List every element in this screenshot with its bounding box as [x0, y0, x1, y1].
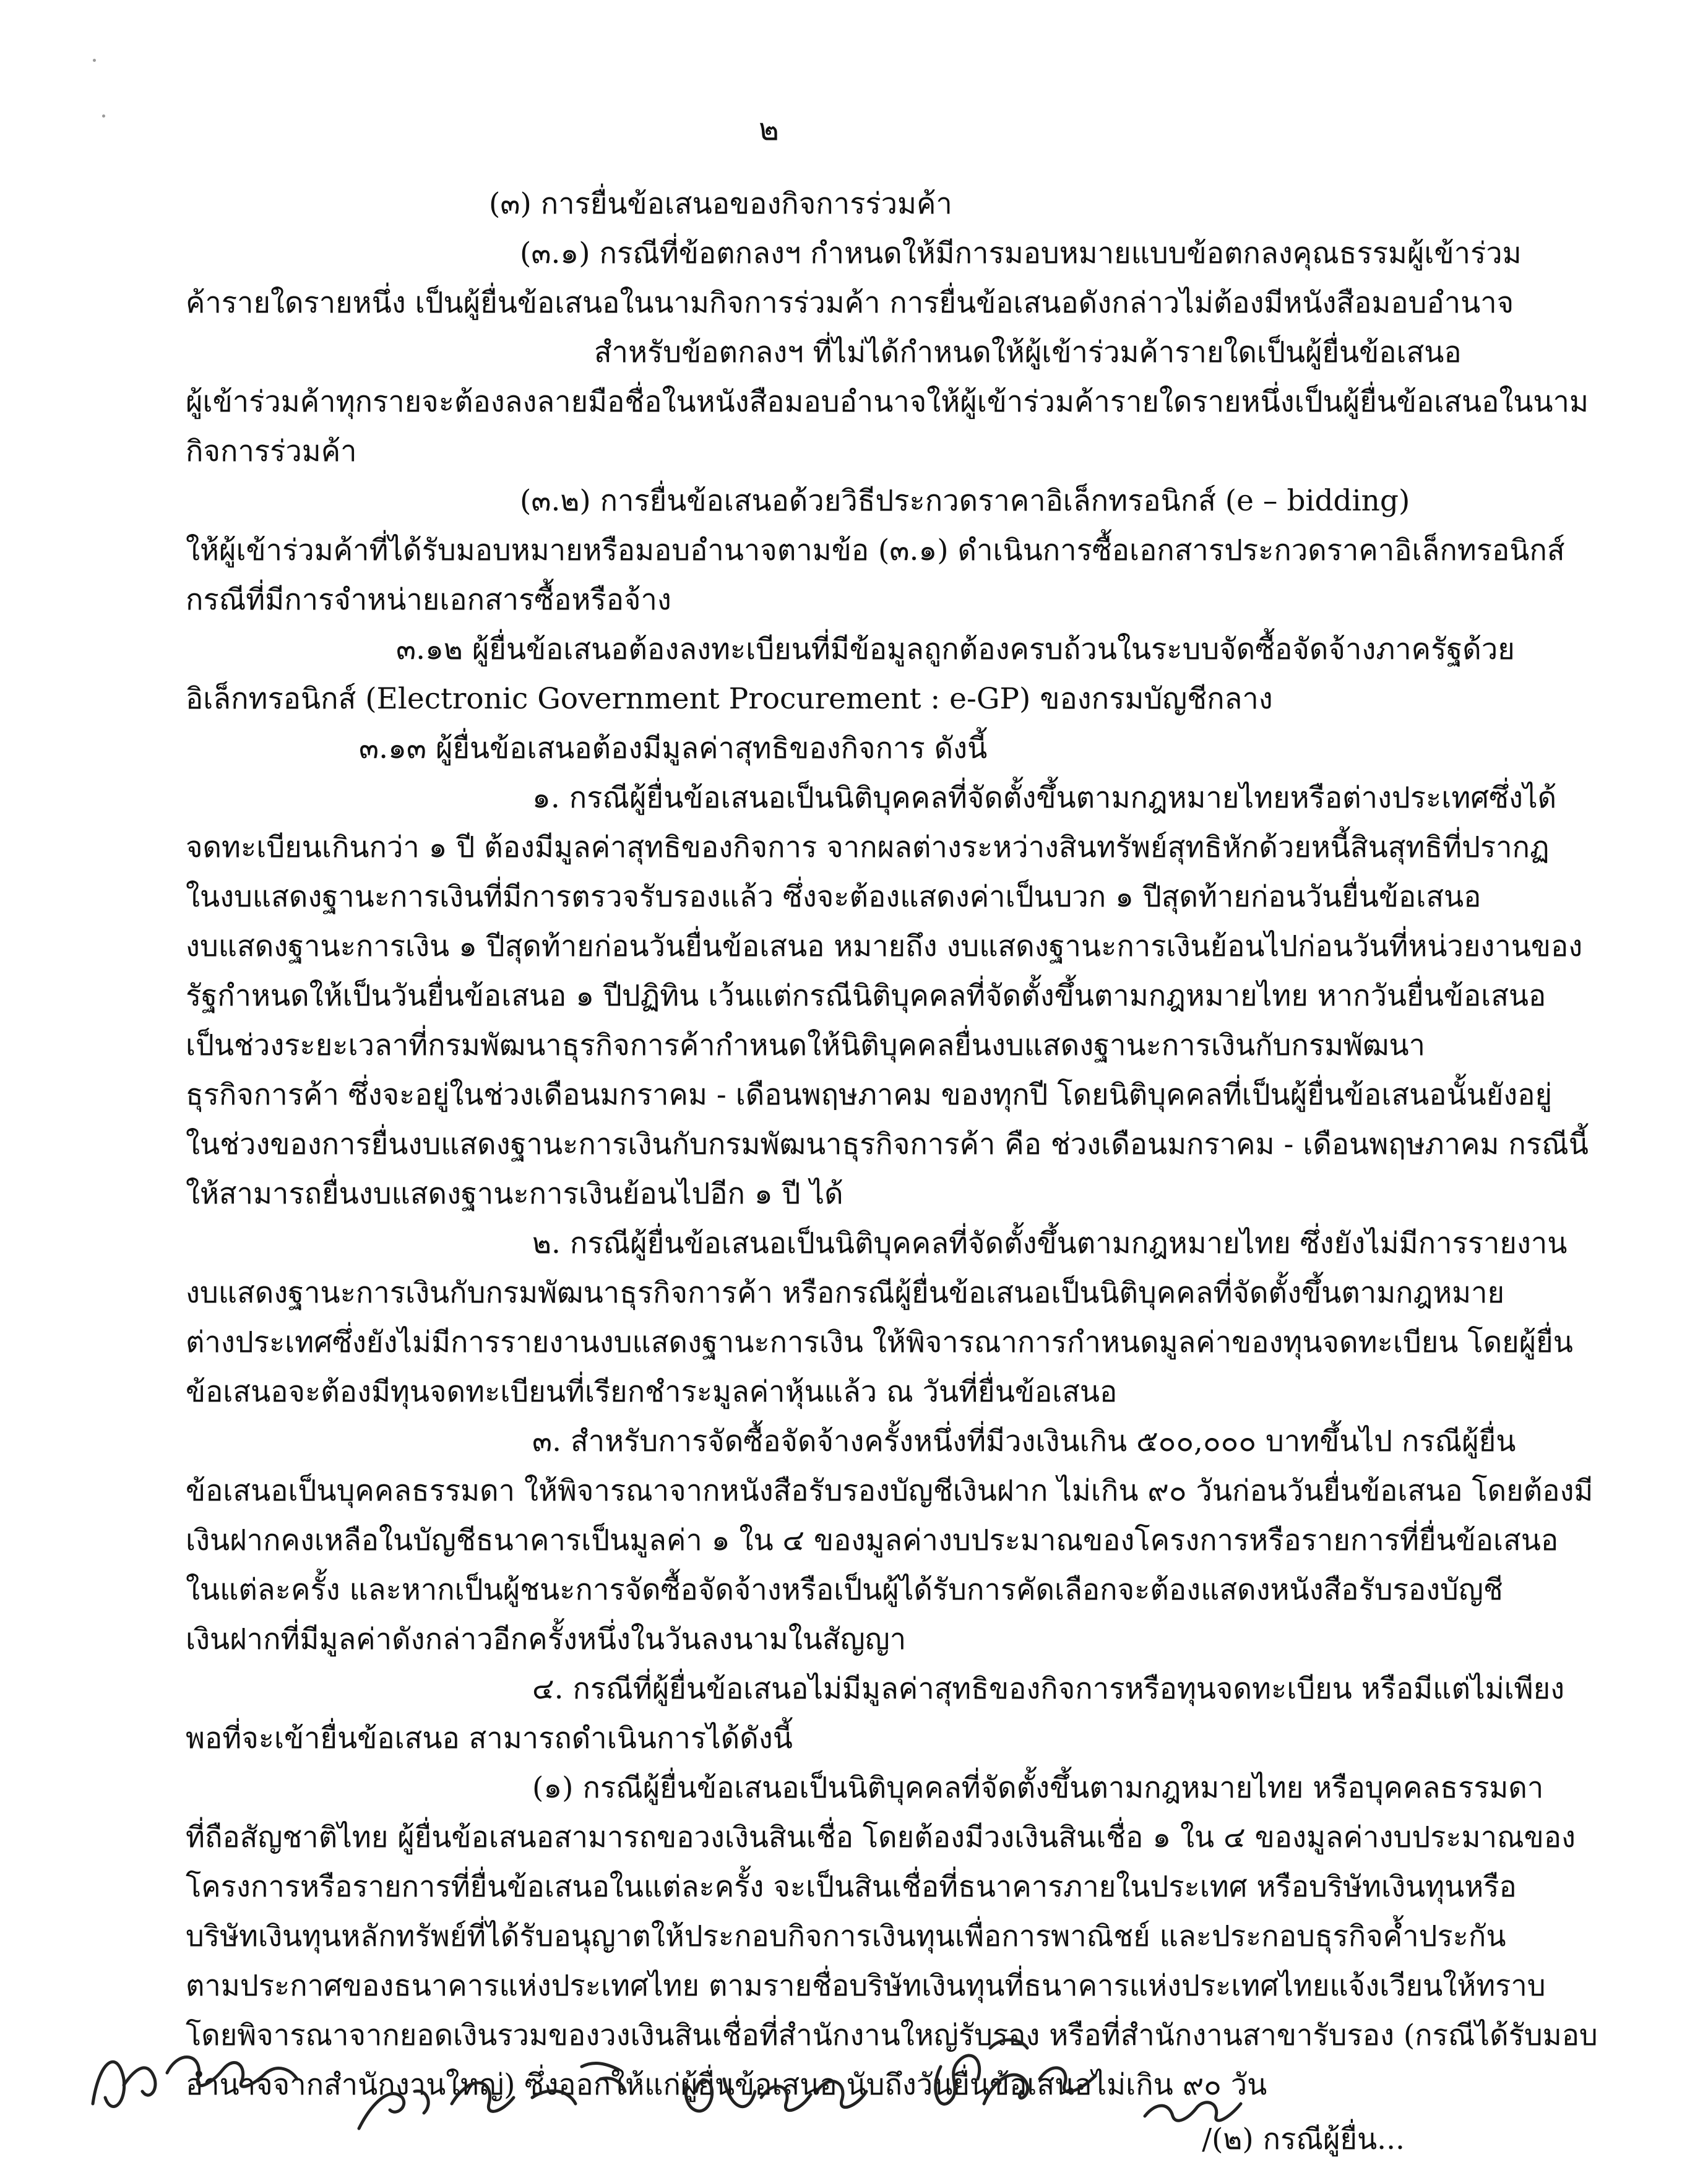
text-line: ๑. กรณีผู้ยื่นข้อเสนอเป็นนิติบุคคลที่จัดตั้งขึ้นตามกฎหมายไทยหรือต่างประเทศซึ่งได้	[532, 781, 1557, 815]
text-line: (๓.๑) กรณีที่ข้อตกลงฯ กำหนดให้มีการมอบหมายแบบข้อตกลงคุณธรรมผู้เข้าร่วม	[520, 236, 1522, 270]
text-line: ข้อเสนอเป็นบุคคลธรรมดา ให้พิจารณาจากหนังสือรับรองบัญชีเงินฝาก ไม่เกิน ๙๐ วันก่อนวันยื่นข้อเสนอ โดยต้องมี	[186, 1474, 1594, 1508]
text-line: ข้อเสนอจะต้องมีทุนจดทะเบียนที่เรียกชำระมูลค่าหุ้นแล้ว ณ วันที่ยื่นข้อเสนอ	[186, 1375, 1118, 1409]
text-line: ในงบแสดงฐานะการเงินที่มีการตรวจรับรองแล้ว ซึ่งจะต้องแสดงค่าเป็นบวก ๑ ปีสุดท้ายก่อนวันยื่นข้อเสนอ	[186, 880, 1482, 914]
text-line: ๒. กรณีผู้ยื่นข้อเสนอเป็นนิติบุคคลที่จัดตั้งขึ้นตามกฎหมายไทย ซึ่งยังไม่มีการรายงาน	[532, 1226, 1568, 1260]
text-line: ในช่วงของการยื่นงบแสดงฐานะการเงินกับกรมพัฒนาธุรกิจการค้า คือ ช่วงเดือนมกราคม - เดือนพฤษภาคม กรณีนี้	[186, 1127, 1589, 1161]
text-line: พอที่จะเข้ายื่นข้อเสนอ สามารถดำเนินการได้ดังนี้	[186, 1721, 793, 1755]
text-line: สำหรับข้อตกลงฯ ที่ไม่ได้กำหนดให้ผู้เข้าร่วมค้ารายใดเป็นผู้ยื่นข้อเสนอ	[594, 335, 1462, 369]
text-line: ธุรกิจการค้า ซึ่งจะอยู่ในช่วงเดือนมกราคม - เดือนพฤษภาคม ของทุกปี โดยนิติบุคคลที่เป็นผู้ยื่นข้อเสนอนั้นยังอยู่	[186, 1078, 1552, 1112]
clause-3-12: ๓.๑๒ ผู้ยื่นข้อเสนอต้องลงทะเบียนที่มีข้อมูลถูกต้องครบถ้วนในระบบจัดซื้อจัดจ้างภาครัฐด้วย	[396, 632, 1515, 666]
text-line: อำนาจจากสำนักงานใหญ่) ซึ่งออกให้แก่ผู้ยื่นข้อเสนอ นับถึงวันยื่นข้อเสนอไม่เกิน ๙๐ วัน	[186, 2068, 1267, 2102]
text-line: ให้ผู้เข้าร่วมค้าที่ได้รับมอบหมายหรือมอบอำนาจตามข้อ (๓.๑) ดำเนินการซื้อเอกสารประกวดราคาอิเล็กทรอนิกส์	[186, 533, 1565, 567]
text-line: เงินฝากคงเหลือในบัญชีธนาคารเป็นมูลค่า ๑ ใน ๔ ของมูลค่างบประมาณของโครงการหรือรายการที่ยื่นข้อเสนอ	[186, 1523, 1559, 1557]
text-line: ตามประกาศของธนาคารแห่งประเทศไทย ตามรายชื่อบริษัทเงินทุนที่ธนาคารแห่งประเทศไทยแจ้งเวียนให้ทราบ	[186, 1969, 1546, 2003]
signature-5	[1132, 2042, 1256, 2166]
text-line: (๓.๒) การยื่นข้อเสนอด้วยวิธีประกวดราคาอิเล็กทรอนิกส์ (e – bidding)	[520, 484, 1410, 518]
text-line: ที่ถือสัญชาติไทย ผู้ยื่นข้อเสนอสามารถขอวงเงินสินเชื่อ โดยต้องมีวงเงินสินเชื่อ ๑ ใน ๔ ของมูลค่างบประมาณของ	[186, 1820, 1576, 1854]
text-line: บริษัทเงินทุนหลักทรัพย์ที่ได้รับอนุญาตให้ประกอบกิจการเงินทุนเพื่อการพาณิชย์ และประกอบธุรกิจค้ำประกัน	[186, 1919, 1506, 1953]
signature-3	[668, 2023, 891, 2147]
text-line: (๑) กรณีผู้ยื่นข้อเสนอเป็นนิติบุคคลที่จัดตั้งขึ้นตามกฎหมายไทย หรือบุคคลธรรมดา	[532, 1771, 1544, 1805]
text-line: รัฐกำหนดให้เป็นวันยื่นข้อเสนอ ๑ ปีปฏิทิน เว้นแต่กรณีนิติบุคคลที่จัดตั้งขึ้นตามกฎหมายไทย หากวันยื่นข้อเสนอ	[186, 979, 1546, 1013]
text-line: งบแสดงฐานะการเงิน ๑ ปีสุดท้ายก่อนวันยื่นข้อเสนอ หมายถึง งบแสดงฐานะการเงินย้อนไปก่อนวันที่หน่วยงานของ	[186, 929, 1583, 963]
text-line: ต่างประเทศซึ่งยังไม่มีการรายงานงบแสดงฐานะการเงิน ให้พิจารณาการกำหนดมูลค่าของทุนจดทะเบียน โดยผู้ยื่น	[186, 1325, 1573, 1359]
continuation-note: /(๒) กรณีผู้ยื่น...	[1202, 2122, 1405, 2156]
text-line: กรณีที่มีการจำหน่ายเอกสารซื้อหรือจ้าง	[186, 583, 671, 617]
text-line: ๔. กรณีที่ผู้ยื่นข้อเสนอไม่มีมูลค่าสุทธิของกิจการหรือทุนจดทะเบียน หรือมีแต่ไม่เพียง	[532, 1672, 1565, 1706]
signature-1	[80, 2011, 309, 2135]
text-line: โครงการหรือรายการที่ยื่นข้อเสนอในแต่ละครั้ง จะเป็นสินเชื่อที่ธนาคารภายในประเทศ หรือบริษัทเงินทุนหรือ	[186, 1870, 1517, 1904]
text-line: งบแสดงฐานะการเงินกับกรมพัฒนาธุรกิจการค้า หรือกรณีผู้ยื่นข้อเสนอเป็นนิติบุคคลที่จัดตั้งขึ้นตามกฎหมาย	[186, 1276, 1505, 1310]
text-line: ในแต่ละครั้ง และหากเป็นผู้ชนะการจัดซื้อจัดจ้างหรือเป็นผู้ได้รับการคัดเลือกจะต้องแสดงหนังสือรับรองบัญชี	[186, 1573, 1503, 1607]
signature-2	[347, 2030, 637, 2153]
text-line: อิเล็กทรอนิกส์ (Electronic Government Procurement : e-GP) ของกรมบัญชีกลาง	[186, 682, 1273, 716]
text-line: ให้สามารถยื่นงบแสดงฐานะการเงินย้อนไปอีก ๑ ปี ได้	[186, 1177, 843, 1211]
text-line: จดทะเบียนเกินกว่า ๑ ปี ต้องมีมูลค่าสุทธิของกิจการ จากผลต่างระหว่างสินทรัพย์สุทธิหักด้วยหนี้สินสุทธิที่ปรากฏ	[186, 830, 1550, 864]
text-line: กิจการร่วมค้า	[186, 434, 357, 468]
text-line: ผู้เข้าร่วมค้าทุกรายจะต้องลงลายมือชื่อในหนังสือมอบอำนาจให้ผู้เข้าร่วมค้ารายใดรายหนึ่งเป็นผู้ยื่นข้อเสนอในนาม	[186, 385, 1589, 419]
signature-4	[916, 2011, 1120, 2135]
text-line: โดยพิจารณาจากยอดเงินรวมของวงเงินสินเชื่อที่สำนักงานใหญ่รับรอง หรือที่สำนักงานสาขารับรอง (กรณีได้รับมอบ	[186, 2018, 1598, 2052]
scan-speck	[102, 114, 105, 118]
page-number: ๒	[759, 111, 779, 147]
scan-speck	[93, 59, 96, 62]
clause-3-13: ๓.๑๓ ผู้ยื่นข้อเสนอต้องมีมูลค่าสุทธิของกิจการ ดังนี้	[359, 731, 988, 765]
text-line: เงินฝากที่มีมูลค่าดังกล่าวอีกครั้งหนึ่งในวันลงนามในสัญญา	[186, 1622, 907, 1656]
text-line: เป็นช่วงระยะเวลาที่กรมพัฒนาธุรกิจการค้ากำหนดให้นิติบุคคลยื่นงบแสดงฐานะการเงินกับกรมพัฒนา	[186, 1028, 1426, 1062]
text-line: ๓. สำหรับการจัดซื้อจัดจ้างครั้งหนึ่งที่มีวงเงินเกิน ๕๐๐,๐๐๐ บาทขึ้นไป กรณีผู้ยื่น	[532, 1424, 1516, 1458]
text-line: ค้ารายใดรายหนึ่ง เป็นผู้ยื่นข้อเสนอในนามกิจการร่วมค้า การยื่นข้อเสนอดังกล่าวไม่ต้องมีหนังสือมอบอำนาจ	[186, 286, 1514, 320]
heading-joint-venture: (๓) การยื่นข้อเสนอของกิจการร่วมค้า	[489, 187, 952, 221]
